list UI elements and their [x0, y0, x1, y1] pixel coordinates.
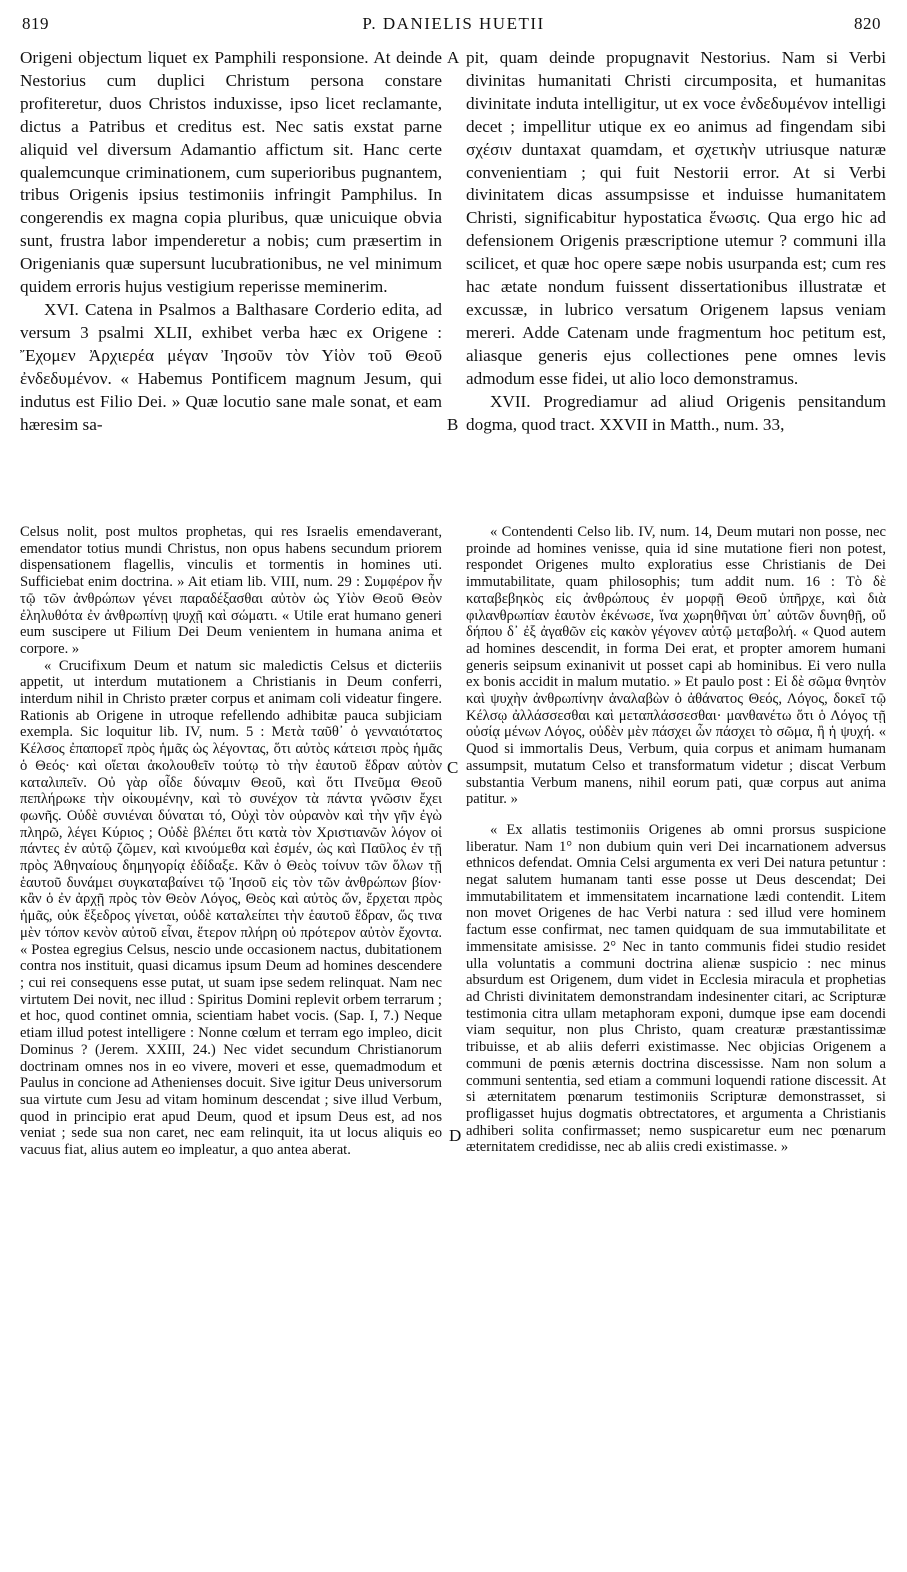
paragraph-section-xvi: XVI. Catena in Psalmos a Balthasare Corderio edita, ad versum 3 psalmi XLII, exhibet verba hæc ex Origene : Ἔχομεν Ἀρχιερέα μέγαν Ἰησοῦν τὸν Υἱὸν τοῦ Θεοῦ ἐνδεδυμένον. « Habemus Pontificem magnum Jesum, qui indutus est Filio Dei. » Quæ locutio sane male sonat, et eam hæresim sa-	[20, 299, 442, 434]
paragraph-section-xvii: XVII. Progrediamur ad aliud Origenis pensitandum dogma, quod tract. XXVII in Matth., num. 33,	[466, 391, 886, 434]
margin-marker-a: A	[447, 48, 460, 67]
footnote-right-column	[466, 524, 886, 1156]
margin-marker-d: D	[449, 1126, 462, 1145]
margin-marker-b: B	[447, 415, 459, 434]
right-page-number: 820	[854, 14, 881, 33]
margin-marker-c: C	[447, 758, 459, 777]
note-paragraph: Celsus nolit, post multos prophetas, qui res Israelis emendaverant, emendator totius mundi Christus, non opus habens secundum priorem dispensationem flagellis, vinculis et tormentis in homines uti. Sufficiebat enim doctrina. » Ait etiam lib. VIII, num. 29 : Συμφέρον ἦν τῷ τῶν ἀνθρώπων γένει παραδέξασθαι αὐτὸν ὡς Υἱὸν Θεοῦ Θεὸν ἐληλυθότα ἐν ἀνθρωπίνῃ ψυχῇ καὶ σώματι. « Utile erat humano generi eum suscipere ut Filium Dei Deum venientem in humana anima et corpore. »	[20, 524, 442, 657]
note-paragraph: « Crucifixum Deum et natum sic maledictis Celsus et dicteriis appetit, ut interdum mutationem a Christianis in Deum conferri, interdum nihil in Christo præter corpus et animam coli videatur fingere. Rationis ab Origene in utroque refellendo adhibitæ pauca subjiciam exempla. Sic loquitur lib. IV, num. 5 : Μετὰ ταῦθ᾽ ὁ γενναιότατος Κέλσος ἐπαπορεῖ πρὸς ἡμᾶς ὡς λέγοντας, ὅτι αὐτὸς κάτεισι πρὸς ἡμᾶς ὁ Θεός· καὶ οἴεται ἀκολουθεῖν τούτῳ τὸ τὴν ἑαυτοῦ ἕδραν αὐτὸν καταλιπεῖν. Οὐ γὰρ οἶδε δύναμιν Θεοῦ, καὶ ὅτι Πνεῦμα Θεοῦ πεπλήρωκε τὴν οἰκουμένην, καὶ τὸ συνέχον τὰ πάντα γνῶσιν ἔχει φωνῆς. Οὐδὲ συνιέναι δύναται τό, Οὐχὶ τὸν οὐρανὸν καὶ τὴν γῆν ἐγὼ πληρῶ, λέγει Κύριος ; Οὐδὲ βλέπει ὅτι κατὰ τὸν Χριστιανῶν λόγον οἱ πάντες ἐν αὐτῷ ζῶμεν, καὶ κινούμεθα καὶ ἐσμέν, ὡς καὶ Παῦλος ἐν τῇ πρὸς Ἀθηναίους δημηγορίᾳ ἐδίδαξε. Κἂν ὁ Θεὸς τοίνυν τῶν ὅλων τῇ ἑαυτοῦ δυνάμει συγκαταβαίνει τῷ Ἰησοῦ εἰς τὸν τῶν ἀνθρώπων βίον· κἂν ὁ ἐν ἀρχῇ πρὸς τὸν Θεὸν Λόγος, Θεὸς καὶ αὐτὸς ὤν, ἔρχεται πρὸς ἡμᾶς, οὐκ ἔξεδρος γίνεται, οὐδὲ καταλείπει τὴν ἑαυτοῦ ἕδραν, ὥς τινα μὲν τόπον κενὸν αὐτοῦ εἶναι, ἕτερον πλήρη οὐ πρότερον αὐτὸν ἔχοντα. « Postea egregius Celsus, nescio unde occasionem nactus, dubitationem contra nos instituit, quasi dicamus ipsum Deum ad homines descendere ; cui rei consequens esse putat, ut suam ipse sedem relinquat. Nam nec virtutem Dei novit, nec illud : Spiritus Domini replevit orbem terrarum ; et hoc, quod continet omnia, scientiam habet vocis. (Sap. I, 7.) Neque etiam illud potest intelligere : Nonne cœlum et terram ego impleo, dicit Dominus ? (Jerem. XXIII, 24.) Nec videt secundum Christianorum doctrinam omnes nos in eo vivere, moveri et esse, quemadmodum et Paulus in concione ad Athenienses docuit. Sive igitur Deus universorum sua virtute cum Jesu ad vitam hominum descendat ; sive illud Verbum, quod in principio erat apud Deum, quod et ipsum Deus est, ad nos veniat ; sede sua non caret, nec eam relinquit, ita ut locus aliquis eo vacuus fiat, alius autem eo impleatur, a quo antea aberat.	[20, 657, 442, 1159]
main-text-right-column	[466, 47, 886, 436]
footnote-left-column	[20, 524, 442, 1159]
paragraph: pit, quam deinde propugnavit Nestorius. Nam si Verbi divinitas humanitati Christi circumposita, et humanitas divinitate induta intelligitur, ut ex voce ἐνδεδυμένον intelligi decet ; impellitur utique ex eo animus ad fingendam sibi σχέσιν duntaxat quamdam, et σχετικὴν utriusque naturæ convenientiam ; qui fuit Nestorii error. At si Verbi divinitatem dicas assumpsisse et induisse humanitatem Christi, significabitur hypostatica ἕνωσις. Qua ergo hic ad defensionem Origenis præscriptione utemur ? communi illa scilicet, et quæ hoc opere sæpe nobis usurpanda est; cum res hac ætate nondum fuissent dissertationibus illustratæ et excussæ, in lubrico versatum Origenem lapsus veniam mereri. Adde Catenam unde fragmentum hoc petitum est, aliasque generis ejus collectiones pene omnes levis admodum esse fidei, ut alio loco demonstramus.	[466, 48, 886, 388]
running-title: P. DANIELIS HUETII	[362, 14, 545, 33]
paragraph: Origeni objectum liquet ex Pamphili responsione. At deinde Nestorius cum duplici Christum persona constare profiteretur, duos Christos induxisse, ipso licet reclamante, dictus a Patribus et creditus est. Nec satis exstat parne aliquid vel diversum Adamantio affictum sit. Hanc certe qualemcunque criminationem, cum superioribus pugnantem, tribus Origenis ipsius testimoniis infringit Pamphilus. In congerendis ex magna copia pluribus, quæ unicuique obvia sunt, frustra labor impenderetur a nobis; cum præsertim in Origenianis quæ supersunt lucubrationibus, ne vel minimum quidem erroris hujus vestigium reperisse meminerim.	[20, 48, 442, 297]
note-paragraph: « Ex allatis testimoniis Origenes ab omni prorsus suspicione liberatur. Nam 1° non dubium quin veri Dei incarnationem adversus ethnicos defendat. Omnia Celsi argumenta ex veri Dei natura petuntur : negat salutem humanam tanti esse posse ut Deus descendat; Dei immutabilitatem et immensitatem incarnatione lædi contendit. Litem non movet Origenes de hac Verbi natura : sed illud vere hominem factum esse confirmat, nec tamen quidquam de sua immutabilitate et immensitate amisisse. 2° Nec in tanto communis fidei studio residet ulla voluntatis a communi doctrina alienæ suspicio : nec minus absurdum est Origenem, dum videt in Ecclesia miracula et prophetias ad Christi divinitatem demonstrandam indesinenter citari, ac Scripturæ testimonia citra ullam metaphoram exponi, dumque ipse eam docendi viam sequitur, non plus Christo, quam creaturæ præstantissimæ tribuisse, et ab aliis deferri existimasse. Nec objicias Origenem a communi de pœnis æternis doctrina discessisse. Nam non solum a communi sententia, sed etiam a communi loquendi ratione discessit. At si æternitatem pœnarum testimoniis Scripturæ demonstrasset, si profligasset hujus dogmatis obtrectatores, et argumenta a Christianis adhiberi solita confirmasset; nemo suspicaretur eum nec pœnarum æternitatem credidisse, nec ab aliis credi existimasse. »	[466, 821, 886, 1156]
left-page-number: 819	[22, 14, 49, 33]
note-paragraph: « Contendenti Celso lib. IV, num. 14, Deum mutari non posse, nec proinde ad homines venisse, quia id sine mutatione fieri non potest, respondet Origenes multo exploratius esse Christianis de Dei immutabilitate, quam philosophis; tum addit num. 16 : Τὸ δὲ καταβεβηκὸς εἰς ἀνθρώπους ἐν μορφῇ Θεοῦ ὑπῆρχε, καὶ διὰ φιλανθρωπίαν ἑαυτὸν ἐκένωσε, ἵνα χωρηθῆναι ὑπ᾽ αὐτῶν δυνηθῇ, οὔ δήπου δ᾽ ἐξ ἀγαθῶν εἰς κακὸν γέγονεν αὐτῷ μεταβολή. « Quod autem ad homines descendit, in forma Dei erat, et propter amorem humani generis seipsum exinanivit ut posset capi ab hominibus. Ei vero nulla ex bonis accidit in malum mutatio. » Et paulo post : Εἰ δὲ σῶμα θνητὸν καὶ ψυχὴν ἀνθρωπίνην ἀναλαβὼν ὁ ἀθάνατος Θεός, Λόγος, δοκεῖ τῷ Κέλσῳ ἀλλάσσεσθαι καὶ μεταπλάσσεσθαι· μανθανέτω ὅτι ὁ Λόγος τῇ οὐσίᾳ μένων Λόγος, οὐδὲν μὲν πάσχει ὧν πάσχει τὸ σῶμα, ἢ ἡ ψυχή. « Quod si immortalis Deus, Verbum, quia corpus et animam humanam assumpsit, mutatum Celso et transformatum videtur ; discat Verbum substantia Verbum manens, nihil eorum pati, quæ corpus aut anima patitur. »	[466, 524, 886, 808]
main-text-left-column	[20, 47, 442, 436]
